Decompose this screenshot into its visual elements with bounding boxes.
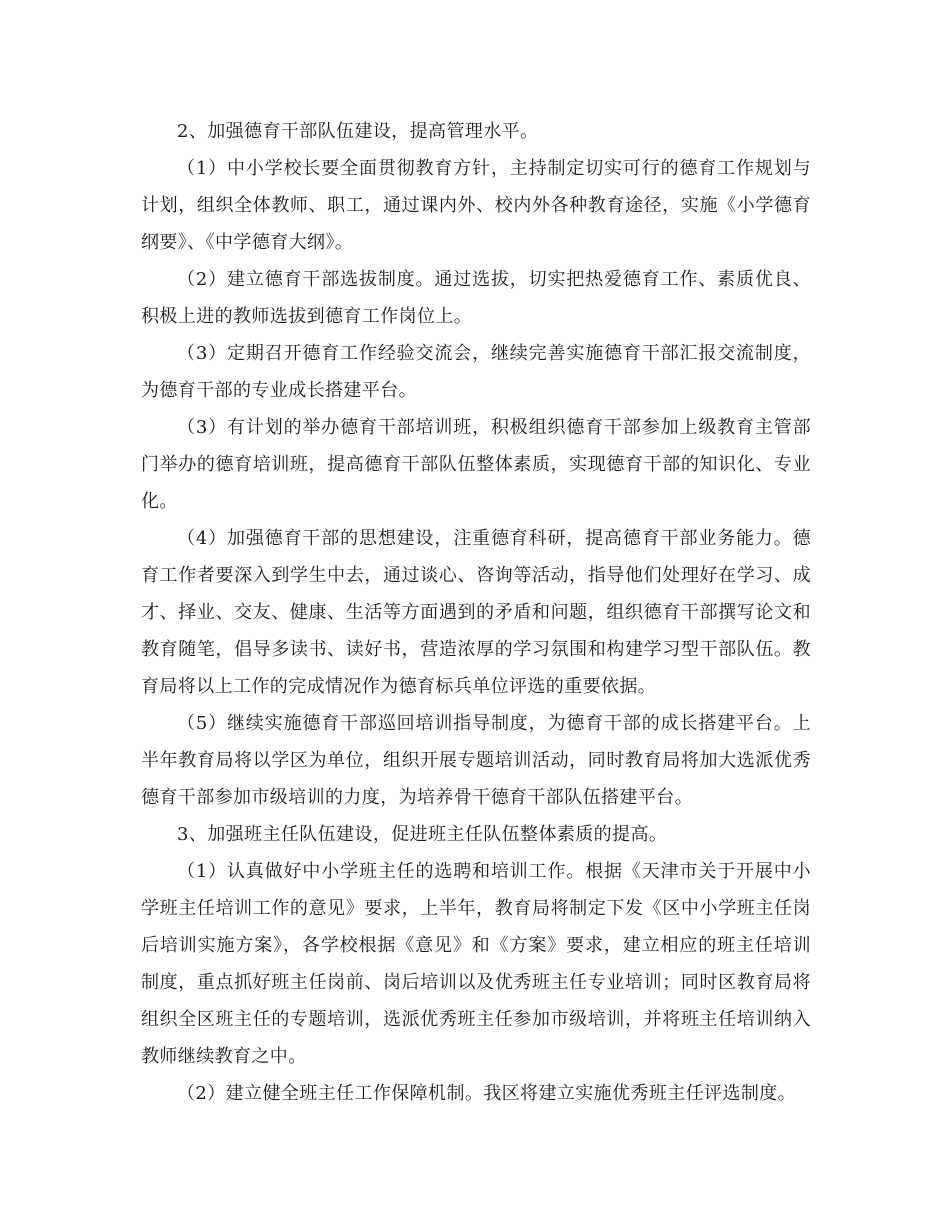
paragraph: （3）有计划的举办德育干部培训班，积极组织德育干部参加上级教育主管部门举办的德育培训班，提高德育干部队伍整体素质，实现德育干部的知识化、专业化。 <box>141 417 811 512</box>
paragraph: （3）定期召开德育工作经验交流会，继续完善实施德育干部汇报交流制度，为德育干部的专业成长搭建平台。 <box>141 343 811 401</box>
section-heading-3: 3、加强班主任队伍建设，促进班主任队伍整体素质的提高。 <box>177 824 668 845</box>
paragraph: （5）继续实施德育干部巡回培训指导制度，为德育干部的成长搭建平台。上半年教育局将以学区为单位，组织开展专题培训活动，同时教育局将加大选派优秀德育干部参加市级培训的力度，为培养骨干德育干部队伍搭建平台。 <box>141 713 811 808</box>
paragraph: （4）加强德育干部的思想建设，注重德育科研，提高德育干部业务能力。德育工作者要深入到学生中去，通过谈心、咨询等活动，指导他们处理好在学习、成才、择业、交友、健康、生活等方面遇到的矛盾和问题，组织德育干部撰写论文和教育随笔，倡导多读书、读好书，营造浓厚的学习氛围和构建学习型干部队伍。教育局将以上工作的完成情况作为德育标兵单位评选的重要依据。 <box>141 528 811 697</box>
paragraph: （1）认真做好中小学班主任的选聘和培训工作。根据《天津市关于开展中小学班主任培训工作的意见》要求，上半年，教育局将制定下发《区中小学班主任岗后培训实施方案》，各学校根据《意见》和《方案》要求，建立相应的班主任培训制度，重点抓好班主任岗前、岗后培训以及优秀班主任专业培训；同时区教育局将组织全区班主任的专题培训，选派优秀班主任参加市级培训，并将班主任培训纳入教师继续教育之中。 <box>141 861 811 1067</box>
section-heading-2: 2、加强德育干部队伍建设，提高管理水平。 <box>177 121 539 142</box>
document-body <box>141 113 811 1112</box>
paragraph: （2）建立德育干部选拔制度。通过选拔，切实把热爱德育工作、素质优良、积极上进的教师选拔到德育工作岗位上。 <box>141 269 811 327</box>
paragraph: （2）建立健全班主任工作保障机制。我区将建立实施优秀班主任评选制度。 <box>177 1083 797 1104</box>
paragraph: （1）中小学校长要全面贯彻教育方针，主持制定切实可行的德育工作规划与计划，组织全体教师、职工，通过课内外、校内外各种教育途径，实施《小学德育纲要》、《中学德育大纲》。 <box>141 158 811 253</box>
